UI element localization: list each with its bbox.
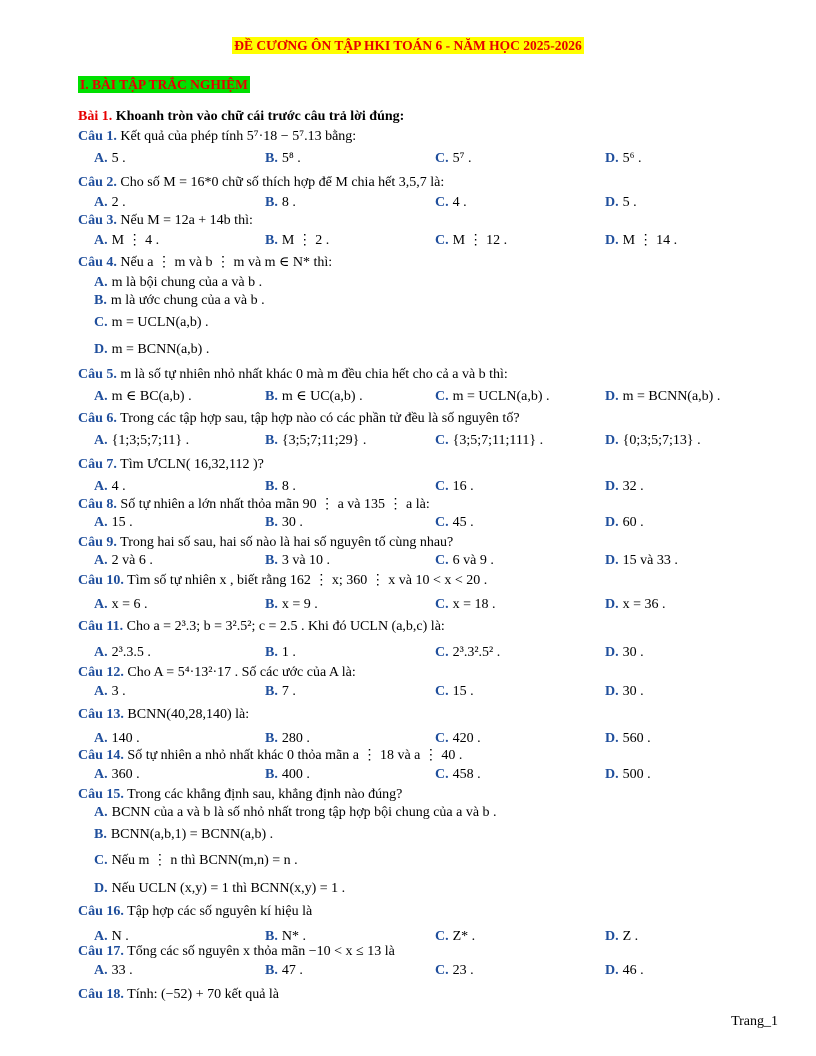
answer-option-d[interactable]	[605, 928, 638, 946]
option-text: {3;5;7;11;29} .	[281, 433, 367, 448]
question-9	[78, 534, 453, 552]
question-text: Trong các khẳng định sau, khẳng định nào đúng?	[127, 787, 403, 802]
answer-option-c[interactable]	[435, 552, 494, 570]
option-text: 2³.3².5² .	[452, 645, 501, 660]
answer-option-d[interactable]	[94, 880, 345, 898]
answer-option-b[interactable]	[265, 232, 329, 250]
answer-option-a[interactable]	[94, 150, 126, 168]
question-label: Câu 17.	[78, 944, 124, 959]
answer-option-c[interactable]	[435, 596, 496, 614]
answer-option-b[interactable]	[265, 478, 296, 496]
answer-option-c[interactable]	[435, 478, 474, 496]
question-10	[78, 572, 487, 590]
option-letter: A.	[94, 195, 108, 210]
question-label: Câu 16.	[78, 904, 124, 919]
exercise-label: Bài 1.	[78, 109, 113, 124]
question-4	[78, 254, 332, 272]
option-text: x = 6 .	[111, 597, 148, 612]
option-text: 2 .	[111, 195, 126, 210]
question-label: Câu 15.	[78, 787, 124, 802]
answer-option-b[interactable]	[265, 644, 296, 662]
option-text: 3 .	[111, 684, 126, 699]
question-2	[78, 174, 444, 192]
answer-options	[94, 596, 794, 614]
answer-option-a[interactable]	[94, 432, 189, 450]
question-text: BCNN(40,28,140) là:	[127, 707, 250, 722]
question-14	[78, 747, 462, 765]
option-letter: B.	[265, 433, 278, 448]
answer-option-b[interactable]	[265, 552, 330, 570]
option-letter: A.	[94, 645, 108, 660]
answer-option-c[interactable]	[435, 928, 475, 946]
answer-option-d[interactable]	[94, 341, 209, 359]
answer-option-b[interactable]	[265, 596, 318, 614]
option-letter: C.	[435, 767, 449, 782]
question-3	[78, 212, 253, 230]
option-text: 4 .	[111, 479, 126, 494]
option-letter: A.	[94, 597, 108, 612]
option-letter: B.	[265, 233, 278, 248]
option-text: 280 .	[281, 731, 310, 746]
document-header	[0, 37, 816, 55]
answer-option-c[interactable]	[435, 644, 500, 662]
option-letter: C.	[435, 684, 449, 699]
option-letter: D.	[605, 433, 619, 448]
option-text: 560 .	[622, 731, 651, 746]
option-text: 15 .	[111, 515, 133, 530]
answer-option-a[interactable]	[94, 194, 126, 212]
answer-option-a[interactable]	[94, 683, 126, 701]
option-text: 7 .	[281, 684, 296, 699]
option-letter: B.	[265, 151, 278, 166]
answer-option-d[interactable]	[605, 962, 644, 980]
option-letter: A.	[94, 233, 108, 248]
answer-options	[94, 194, 794, 212]
option-text: m là bội chung của a và b .	[111, 275, 263, 290]
answer-option-b[interactable]	[265, 683, 296, 701]
option-text: 2 và 6 .	[111, 553, 153, 568]
question-label: Câu 6.	[78, 411, 117, 426]
option-text: m = BCNN(a,b) .	[111, 342, 210, 357]
option-letter: D.	[605, 389, 619, 404]
option-letter: D.	[605, 767, 619, 782]
answer-option-c[interactable]	[435, 766, 481, 784]
option-text: 30 .	[622, 684, 644, 699]
option-text: 5 .	[622, 195, 637, 210]
question-label: Câu 9.	[78, 535, 117, 550]
answer-option-a[interactable]	[94, 552, 153, 570]
option-letter: B.	[265, 553, 278, 568]
question-label: Câu 2.	[78, 175, 117, 190]
option-text: 46 .	[622, 963, 644, 978]
answer-option-a[interactable]	[94, 514, 133, 532]
answer-option-c[interactable]	[435, 388, 550, 406]
option-text: 5 .	[111, 151, 126, 166]
answer-options	[94, 766, 794, 784]
answer-option-c[interactable]	[435, 194, 467, 212]
option-letter: A.	[94, 731, 108, 746]
answer-option-d[interactable]	[605, 552, 678, 570]
option-letter: B.	[265, 929, 278, 944]
question-15	[78, 786, 402, 804]
answer-options	[94, 150, 794, 168]
answer-options	[94, 644, 794, 662]
option-text: 15 và 33 .	[622, 553, 678, 568]
question-text: Cho số M = 16*0 chữ số thích hợp để M chia hết 3,5,7 là:	[120, 175, 445, 190]
answer-option-b[interactable]	[265, 150, 301, 168]
option-letter: D.	[605, 151, 619, 166]
option-text: 45 .	[452, 515, 474, 530]
answer-option-d[interactable]	[605, 644, 644, 662]
question-label: Câu 12.	[78, 665, 124, 680]
option-text: {1;3;5;7;11} .	[111, 433, 190, 448]
question-1	[78, 128, 356, 146]
answer-option-a[interactable]	[94, 644, 151, 662]
document-title: ĐỀ CƯƠNG ÔN TẬP HKI TOÁN 6 - NĂM HỌC 2025-2026	[234, 38, 582, 53]
option-text: x = 36 .	[622, 597, 666, 612]
option-letter: D.	[605, 515, 619, 530]
option-text: Z* .	[452, 929, 476, 944]
option-letter: C.	[435, 963, 449, 978]
option-letter: B.	[265, 597, 278, 612]
option-text: Nếu UCLN (x,y) = 1 thì BCNN(x,y) = 1 .	[111, 881, 346, 896]
answer-option-d[interactable]	[605, 766, 651, 784]
question-5	[78, 366, 508, 384]
option-text: Nếu m ⋮ n thì BCNN(m,n) = n .	[111, 853, 298, 868]
option-letter: D.	[605, 963, 619, 978]
option-letter: B.	[265, 767, 278, 782]
option-letter: C.	[435, 233, 449, 248]
option-text: BCNN(a,b,1) = BCNN(a,b) .	[110, 827, 274, 842]
question-text: m là số tự nhiên nhỏ nhất khác 0 mà m đều chia hết cho cả a và b thì:	[120, 367, 508, 382]
option-letter: D.	[605, 479, 619, 494]
question-text: Tập hợp các số nguyên kí hiệu là	[127, 904, 313, 919]
option-letter: C.	[94, 315, 108, 330]
option-text: 420 .	[452, 731, 481, 746]
option-text: m = UCLN(a,b) .	[111, 315, 209, 330]
option-text: 5⁷ .	[452, 151, 472, 166]
option-letter: B.	[265, 515, 278, 530]
option-text: N* .	[281, 929, 306, 944]
answer-option-d[interactable]	[605, 514, 644, 532]
answer-option-b[interactable]	[265, 730, 310, 748]
answer-option-d[interactable]	[605, 388, 720, 406]
question-12	[78, 664, 356, 682]
answer-option-b[interactable]	[265, 388, 363, 406]
question-label: Câu 18.	[78, 987, 124, 1002]
option-text: 16 .	[452, 479, 474, 494]
option-letter: A.	[94, 479, 108, 494]
option-text: 30 .	[622, 645, 644, 660]
answer-options	[94, 432, 794, 450]
answer-option-d[interactable]	[605, 194, 637, 212]
option-text: x = 9 .	[281, 597, 318, 612]
option-text: 60 .	[622, 515, 644, 530]
question-6	[78, 410, 520, 428]
option-text: 6 và 9 .	[452, 553, 494, 568]
option-letter: C.	[94, 853, 108, 868]
option-letter: C.	[435, 151, 449, 166]
question-label: Câu 8.	[78, 497, 117, 512]
question-text: Tìm ƯCLN( 16,32,112 )?	[120, 457, 264, 472]
option-letter: D.	[605, 195, 619, 210]
answer-option-a[interactable]	[94, 388, 192, 406]
answer-option-a[interactable]	[94, 962, 133, 980]
answer-option-c[interactable]	[435, 730, 481, 748]
answer-option-a[interactable]	[94, 274, 262, 292]
page-number: Trang_1	[731, 1014, 778, 1029]
question-16	[78, 903, 312, 921]
question-18	[78, 986, 279, 1004]
question-text: Kết quả của phép tính 5⁷·18 − 5⁷.13 bằng:	[120, 129, 357, 144]
answer-option-a[interactable]	[94, 478, 126, 496]
question-label: Câu 14.	[78, 748, 124, 763]
option-letter: C.	[435, 553, 449, 568]
option-text: 1 .	[281, 645, 296, 660]
option-letter: B.	[265, 195, 278, 210]
answer-options	[94, 962, 794, 980]
answer-option-a[interactable]	[94, 730, 140, 748]
option-letter: D.	[94, 342, 108, 357]
option-letter: B.	[265, 963, 278, 978]
option-letter: A.	[94, 151, 108, 166]
answer-options	[94, 683, 794, 701]
answer-option-d[interactable]	[605, 478, 644, 496]
answer-option-b[interactable]	[265, 194, 296, 212]
question-label: Câu 5.	[78, 367, 117, 382]
option-text: {0;3;5;7;13} .	[622, 433, 701, 448]
option-text: x = 18 .	[452, 597, 496, 612]
option-letter: A.	[94, 963, 108, 978]
option-text: M ⋮ 14 .	[622, 233, 678, 248]
answer-option-b[interactable]	[94, 826, 273, 844]
answer-option-c[interactable]	[435, 232, 507, 250]
answer-option-d[interactable]	[605, 730, 651, 748]
option-text: 140 .	[111, 731, 140, 746]
option-text: m là ước chung của a và b .	[110, 293, 265, 308]
answer-option-a[interactable]	[94, 804, 497, 822]
answer-option-c[interactable]	[435, 683, 474, 701]
question-text: Nếu a ⋮ m và b ⋮ m và m ∈ N* thì:	[120, 255, 333, 270]
answer-option-a[interactable]	[94, 766, 140, 784]
answer-option-b[interactable]	[265, 432, 366, 450]
option-text: 5⁶ .	[622, 151, 642, 166]
option-text: N .	[111, 929, 129, 944]
option-letter: B.	[265, 645, 278, 660]
answer-option-d[interactable]	[605, 150, 642, 168]
answer-option-d[interactable]	[605, 232, 677, 250]
option-letter: A.	[94, 275, 108, 290]
option-text: Z .	[622, 929, 639, 944]
section-title: I. BÀI TẬP TRẮC NGHIỆM	[80, 77, 248, 92]
question-text: Trong các tập hợp sau, tập hợp nào có các phần tử đều là số nguyên tố?	[120, 411, 520, 426]
question-text: Nếu M = 12a + 14b thì:	[120, 213, 253, 228]
answer-options	[94, 730, 794, 748]
option-letter: D.	[605, 233, 619, 248]
question-text: Cho A = 5⁴·13²·17 . Số các ước của A là:	[127, 665, 356, 680]
option-text: 23 .	[452, 963, 474, 978]
answer-option-c[interactable]	[94, 314, 209, 332]
option-text: 458 .	[452, 767, 481, 782]
answer-option-d[interactable]	[605, 596, 666, 614]
question-text: Tổng các số nguyên x thỏa mãn −10 < x ≤ 13 là	[127, 944, 395, 959]
option-text: 33 .	[111, 963, 133, 978]
option-text: m = BCNN(a,b) .	[622, 389, 721, 404]
answer-option-a[interactable]	[94, 596, 148, 614]
option-letter: A.	[94, 515, 108, 530]
option-text: 5⁸ .	[281, 151, 301, 166]
question-text: Tìm số tự nhiên x , biết rằng 162 ⋮ x; 360 ⋮ x và 10 < x < 20 .	[127, 573, 488, 588]
answer-option-c[interactable]	[435, 150, 472, 168]
answer-options	[94, 232, 794, 250]
option-text: M ⋮ 2 .	[281, 233, 330, 248]
answer-option-d[interactable]	[605, 683, 644, 701]
option-text: 500 .	[622, 767, 651, 782]
option-letter: A.	[94, 389, 108, 404]
option-letter: C.	[435, 597, 449, 612]
option-text: 2³.3.5 .	[111, 645, 151, 660]
option-letter: C.	[435, 389, 449, 404]
question-label: Câu 11.	[78, 619, 124, 634]
option-letter: A.	[94, 929, 108, 944]
option-letter: B.	[265, 731, 278, 746]
option-text: m ∈ UC(a,b) .	[281, 389, 363, 404]
option-letter: D.	[94, 881, 108, 896]
option-text: 8 .	[281, 479, 296, 494]
exercise-heading	[78, 108, 404, 126]
answer-option-d[interactable]	[605, 432, 701, 450]
answer-option-b[interactable]	[265, 962, 303, 980]
option-letter: C.	[435, 731, 449, 746]
question-text: Số tự nhiên a nhỏ nhất khác 0 thỏa mãn a ⋮ 18 và a ⋮ 40 .	[127, 748, 463, 763]
option-text: 360 .	[111, 767, 140, 782]
answer-options	[94, 388, 794, 406]
option-letter: C.	[435, 479, 449, 494]
option-text: {3;5;7;11;111} .	[452, 433, 544, 448]
option-text: 400 .	[281, 767, 310, 782]
option-letter: C.	[435, 195, 449, 210]
exercise-instruction: Khoanh tròn vào chữ cái trước câu trả lời đúng:	[115, 109, 405, 124]
option-letter: A.	[94, 767, 108, 782]
option-letter: C.	[435, 433, 449, 448]
question-17	[78, 943, 395, 961]
option-text: M ⋮ 12 .	[452, 233, 508, 248]
question-label: Câu 7.	[78, 457, 117, 472]
question-11	[78, 618, 445, 636]
answer-option-c[interactable]	[435, 962, 474, 980]
option-text: M ⋮ 4 .	[111, 233, 160, 248]
option-letter: D.	[605, 684, 619, 699]
option-letter: C.	[435, 929, 449, 944]
option-letter: D.	[605, 553, 619, 568]
answer-option-b[interactable]	[265, 514, 303, 532]
option-text: 32 .	[622, 479, 644, 494]
option-letter: D.	[605, 597, 619, 612]
question-8	[78, 496, 430, 514]
question-text: Trong hai số sau, hai số nào là hai số nguyên tố cùng nhau?	[120, 535, 454, 550]
option-letter: B.	[265, 479, 278, 494]
option-text: 47 .	[281, 963, 303, 978]
option-letter: C.	[435, 515, 449, 530]
option-text: 4 .	[452, 195, 467, 210]
question-label: Câu 10.	[78, 573, 124, 588]
answer-option-b[interactable]	[265, 766, 310, 784]
question-label: Câu 13.	[78, 707, 124, 722]
question-7	[78, 456, 264, 474]
option-letter: C.	[435, 645, 449, 660]
option-letter: B.	[94, 293, 107, 308]
question-13	[78, 706, 249, 724]
answer-option-a[interactable]	[94, 232, 159, 250]
option-letter: B.	[265, 389, 278, 404]
answer-options	[94, 552, 794, 570]
answer-option-c[interactable]	[94, 852, 298, 870]
option-text: 8 .	[281, 195, 296, 210]
question-text: Tính: (−52) + 70 kết quả là	[127, 987, 280, 1002]
option-letter: A.	[94, 684, 108, 699]
option-letter: D.	[605, 731, 619, 746]
question-text: Số tự nhiên a lớn nhất thỏa mãn 90 ⋮ a và 135 ⋮ a là:	[120, 497, 430, 512]
option-letter: A.	[94, 805, 108, 820]
answer-options	[94, 478, 794, 496]
option-letter: A.	[94, 433, 108, 448]
option-text: m = UCLN(a,b) .	[452, 389, 550, 404]
option-text: 3 và 10 .	[281, 553, 331, 568]
question-label: Câu 3.	[78, 213, 117, 228]
option-text: BCNN của a và b là số nhỏ nhất trong tập hợp bội chung của a và b .	[111, 805, 497, 820]
option-letter: B.	[265, 684, 278, 699]
answer-option-c[interactable]	[435, 514, 474, 532]
option-letter: A.	[94, 553, 108, 568]
answer-option-c[interactable]	[435, 432, 543, 450]
option-letter: B.	[94, 827, 107, 842]
question-text: Cho a = 2³.3; b = 3².5²; c = 2.5 . Khi đó UCLN (a,b,c) là:	[126, 619, 445, 634]
option-text: 30 .	[281, 515, 303, 530]
question-label: Câu 4.	[78, 255, 117, 270]
option-text: 15 .	[452, 684, 474, 699]
option-text: m ∈ BC(a,b) .	[111, 389, 192, 404]
option-letter: D.	[605, 645, 619, 660]
answer-option-b[interactable]	[94, 292, 265, 310]
answer-options	[94, 514, 794, 532]
option-letter: D.	[605, 929, 619, 944]
question-label: Câu 1.	[78, 129, 117, 144]
